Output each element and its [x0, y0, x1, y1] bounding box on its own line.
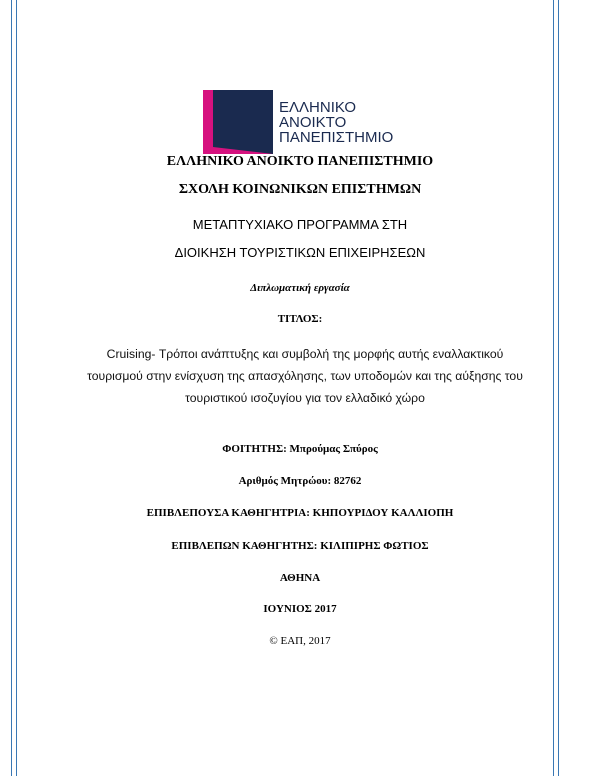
- program-line1: ΜΕΤΑΠΤΥΧΙΑΚΟ ΠΡΟΓΡΑΜΜΑ ΣΤΗ: [192, 217, 408, 232]
- logo-text-line1: ΕΛΛΗΝΙΚΟ: [279, 99, 357, 116]
- page-border-right-outer: [558, 0, 559, 776]
- university-name: ΕΛΛΗΝΙΚΟ ΑΝΟΙΚΤΟ ΠΑΝΕΠΙΣΤΗΜΙΟ: [166, 154, 434, 169]
- city: ΑΘΗΝΑ: [279, 572, 321, 584]
- page-border-right-inner: [553, 0, 554, 776]
- registration-number: Αριθμός Μητρώου: 82762: [238, 475, 362, 487]
- school-name: ΣΧΟΛΗ ΚΟΙΝΩΝΙΚΩΝ ΕΠΙΣΤΗΜΩΝ: [178, 182, 422, 197]
- date: ΙΟΥΝΙΟΣ 2017: [263, 603, 337, 615]
- thesis-title: Cruising- Τρόποι ανάπτυξης και συμβολή της μορφής αυτής εναλλακτικού τουρισμού στην ενίσχυση της απασχόλησης, των υποδομών και της αύξησης του τουριστικού ισοζυγίου για τον ελλαδικό χώρο: [87, 347, 523, 405]
- program-line2: ΔΙΟΙΚΗΣΗ ΤΟΥΡΙΣΤΙΚΩΝ ΕΠΙΧΕΙΡΗΣΕΩΝ: [174, 245, 426, 260]
- student-name: ΦΟΙΤΗΤΗΣ: Μπρούμας Σπύρος: [222, 443, 378, 455]
- supervisor-2: ΕΠΙΒΛΕΠΩΝ ΚΑΘΗΓΗΤΗΣ: ΚΙΛΙΠΙΡΗΣ ΦΩΤΙΟΣ: [171, 540, 429, 552]
- logo-text-line2: ΑΝΟΙΚΤΟ: [279, 114, 347, 131]
- page-border-left-inner: [16, 0, 17, 776]
- logo-text-line3: ΠΑΝΕΠΙΣΤΗΜΙΟ: [279, 129, 394, 146]
- supervisor-1: ΕΠΙΒΛΕΠΟΥΣΑ ΚΑΘΗΓΗΤΡΙΑ: ΚΗΠΟΥΡΙΔΟΥ ΚΑΛΛΙΟΠΗ: [146, 507, 454, 519]
- copyright: © ΕΑΠ, 2017: [269, 635, 331, 647]
- title-label: ΤΙΤΛΟΣ:: [277, 313, 323, 325]
- thesis-type: Διπλωματική εργασία: [250, 282, 350, 294]
- university-logo: [203, 90, 403, 154]
- page-border-left-outer: [11, 0, 12, 776]
